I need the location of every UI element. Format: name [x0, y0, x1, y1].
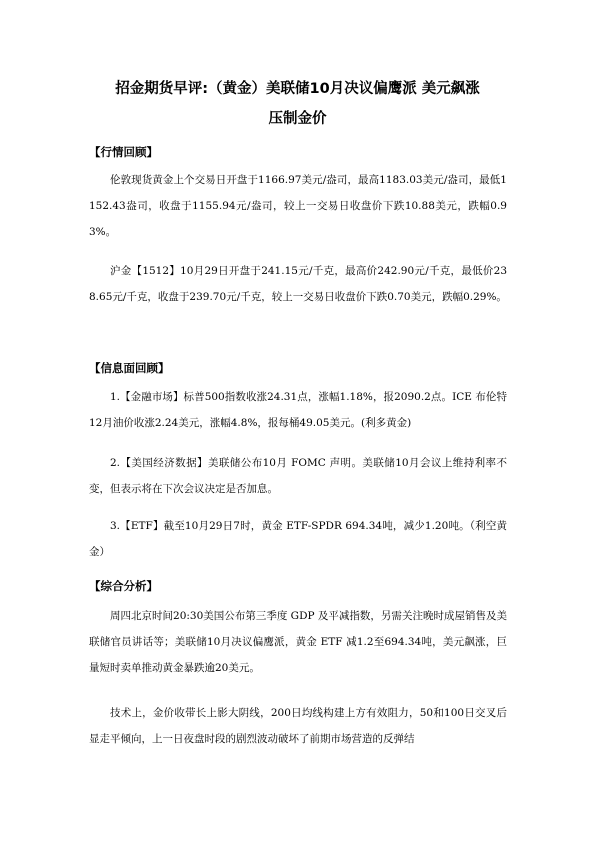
document-title-line-1: 招金期货早评:（黄金）美联储10月决议偏鹰派 美元飙涨: [115, 81, 480, 97]
paragraph-analysis-technical: 技术上，金价收带长上影大阴线，200日均线构建上方有效阻力，50和100日交叉后显走平倾向，上一日夜盘时段的剧烈波动破坏了前期市场营造的反弹结: [89, 707, 507, 745]
info-item-us-economic-data: 2.【美国经济数据】美联储公布10月 FOMC 声明。美联储10月会议上维持利率不变，但表示将在下次会议决定是否加息。: [89, 457, 507, 495]
section-heading-info-review: 【信息面回顾】: [89, 361, 170, 375]
paragraph-shanghai-gold: 沪金【1512】10月29日开盘于241.15元/千克，最高价242.90元/千克，最低价238.65元/千克，收盘于239.70元/千克，较上一交易日收盘价下跌0.70美元，跌幅0.29%。: [89, 265, 507, 303]
section-heading-analysis: 【综合分析】: [89, 579, 158, 593]
document-title-line-2: 压制金价: [268, 111, 327, 127]
paragraph-london-gold: 伦敦现货黄金上个交易日开盘于1166.97美元/盎司，最高1183.03美元/盎司，最低1152.43盎司，收盘于1155.94元/盎司，较上一交易日收盘价下跌10.88美元，跌幅0.93%。: [89, 174, 507, 238]
info-item-financial-market: 1.【金融市场】标普500指数收涨24.31点，涨幅1.18%，报2090.2点。ICE 布伦特12月油价收涨2.24美元，涨幅4.8%，报每桶49.05美元。(利多黄金): [89, 391, 507, 429]
paragraph-analysis-fundamentals: 周四北京时间20:30美国公布第三季度 GDP 及平减指数，另需关注晚时成屋销售及美联储官员讲话等；美联储10月决议偏鹰派，黄金 ETF 减1.2至694.34吨，美元飙涨，巨量短时卖单推动黄金暴跌逾20美元。: [89, 610, 507, 674]
info-item-etf: 3.【ETF】截至10月29日7时，黄金 ETF-SPDR 694.34吨，减少1.20吨。（利空黄金）: [89, 520, 507, 558]
section-heading-market-review: 【行情回顾】: [89, 145, 158, 159]
